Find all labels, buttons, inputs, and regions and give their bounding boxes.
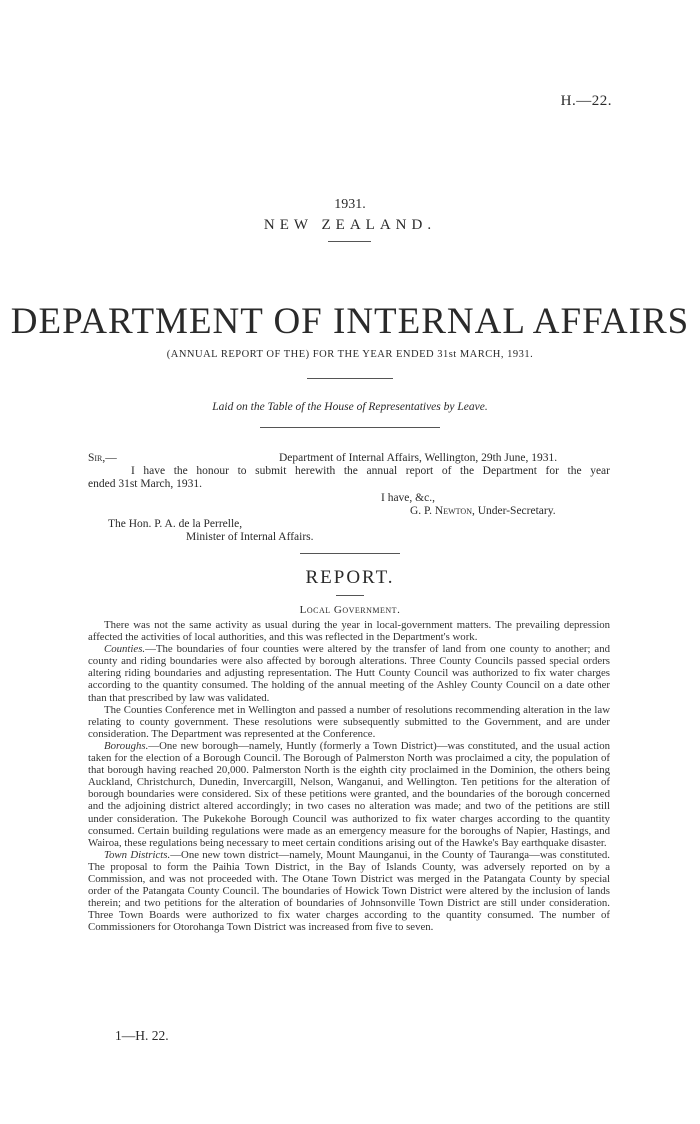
divider-rule (260, 427, 440, 428)
report-year: 1931. (334, 197, 366, 212)
recipient-name: The Hon. P. A. de la Perrelle, (108, 518, 243, 530)
letter-closing: I have, &c., (381, 492, 435, 504)
report-heading: REPORT. (305, 567, 395, 588)
boroughs-text: —One new borough—namely, Huntly (formerly a Town District)—was constituted, and the usual action taken for the election of a Borough Council. The Borough of Palmerston North was proclaimed a city, the population of that borough having reached 20,000. Palmerston North is the eighth city proclaimed in the Dominion, the others being Auckland, Christchurch, Dunedin, Invercargill, Nelson, Wanganui, and Wellington. Ten petitions for the alteration of borough boundaries were considered. Six of these petitions were granted, and the boundaries of the borough concerned and the adjoining district altered accordingly; in two cases no alteration was made; and two of the petitions are still under consideration. The Pukekohe Borough Council was authorized to fix water charges according to the quantity consumed. Certain building regulations were made as an emergency measure for the boroughs of Napier, Hastings, and Wairoa, these regulations being necessary to meet certain conditions arising out of the Hawke's Bay earthquake disaster. (88, 739, 610, 849)
divider-rule (328, 241, 371, 242)
report-subtitle: (ANNUAL REPORT OF THE) FOR THE YEAR ENDED 31st MARCH, 1931. (166, 349, 534, 360)
boroughs-paragraph (88, 740, 610, 849)
town-districts-text: —One new town district—namely, Mount Maunganui, in the County of Tauranga—was constituted. The proposal to form the Paihia Town District, in the Bay of Islands County, was adversely reported on by a Commission, and was not proceeded with. The Otane Town District was merged in the Patangata County by special order of the Patangata County Council. The boundaries of Howick Town District were altered by the inclusion of lands therein; and two petitions for the alteration of boundaries of Johnsonville Town District are still under consideration. Three Town Boards were authorized to fix water charges according to the quantity consumed. The number of Commissioners for Otorohanga Town District was increased from five to seven. (88, 848, 610, 934)
boroughs-label: Boroughs. (104, 739, 149, 752)
town-districts-label: Town Districts. (104, 848, 171, 861)
paper-reference: H.—22. (560, 93, 612, 109)
recipient-title: Minister of Internal Affairs. (186, 531, 314, 543)
conference-paragraph: The Counties Conference met in Wellington and passed a number of resolutions recommending alteration in the law relating to county government. These resolutions were subsequently submitted to the Government, and are under consideration. The Department was represented at the Conference. (88, 703, 610, 740)
laid-on-table-note (0, 401, 700, 413)
letter-body-line: I have the honour to submit herewith the annual report of the Department for the year (131, 465, 610, 477)
signatory-title: Under-Secretary. (477, 505, 556, 517)
counties-label: Counties. (104, 643, 146, 656)
divider-rule (307, 378, 393, 379)
department-title: DEPARTMENT OF INTERNAL AFFAIRS (10, 301, 690, 342)
laid-prefix: Laid on the Table of the House of Representatives (212, 401, 441, 413)
counties-paragraph (88, 643, 610, 703)
page-footer-reference: 1—H. 22. (115, 1028, 169, 1043)
letter-body-line: ended 31st March, 1931. (88, 478, 203, 490)
letter-address: Department of Internal Affairs, Wellington, 29th June, 1931. (279, 452, 558, 464)
counties-text: —The boundaries of four counties were altered by the transfer of land from one county to another; and county and riding boundaries were also affected by borough alterations. Three County Councils passed special orders altering riding boundaries and adjusting representation. The Hutt County Council was authorized to fix water charges according to the quantity consumed. The holding of the annual meeting of the Ashley County Council on a date other than that prescribed by law was validated. (88, 643, 610, 704)
letter-signatory (410, 505, 556, 518)
signatory-name: G. P. Newton, (410, 505, 475, 517)
country-heading: NEW ZEALAND. (263, 217, 437, 233)
town-districts-paragraph (88, 849, 610, 934)
section-heading: Local Government. (299, 604, 401, 616)
letter-salutation: Sir,— (88, 452, 117, 464)
report-body (88, 619, 610, 933)
divider-rule (300, 553, 400, 554)
intro-paragraph: There was not the same activity as usual during the year in local-government matters. The prevailing depression affected the activities of local authorities, and this was reflected in the Department's work. (88, 619, 610, 644)
divider-rule (336, 595, 364, 596)
laid-suffix: by Leave. (443, 401, 488, 413)
